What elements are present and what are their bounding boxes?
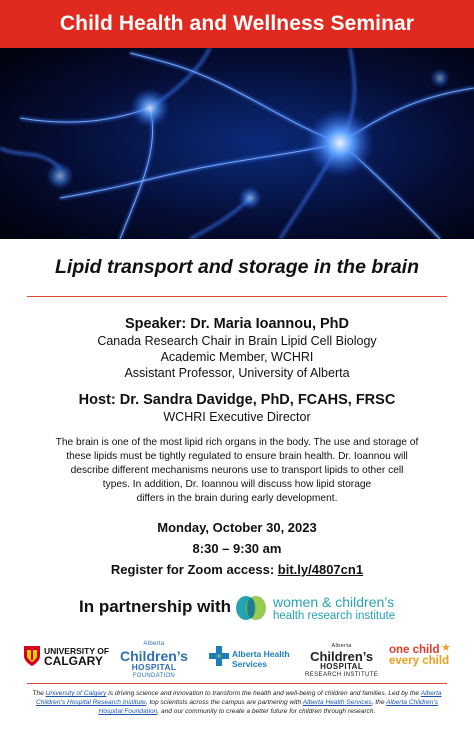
abstract-line: these lipids must be tightly regulated to ensure brain health. Dr. Ioannou will (66, 451, 408, 462)
neuron-hero-image (0, 48, 474, 239)
title-divider (27, 296, 447, 297)
onechild-line1: one child (389, 644, 440, 656)
abstract-line: differs in the brain during early development. (136, 493, 338, 504)
ucalgary-line2: CALGARY (44, 654, 103, 668)
host-name: Host: Dr. Sandra Davidge, PhD, FCAHS, FRSC (78, 392, 396, 408)
achf-hospital: HOSPITAL (131, 662, 177, 672)
speaker-name: Speaker: Dr. Maria Ioannou, PhD (125, 316, 349, 332)
achri-name: Children’s (310, 649, 374, 664)
ucalgary-line1: UNIVERSITY OF (44, 646, 110, 656)
host-role: WCHRI Executive Director (163, 410, 311, 424)
achf-small: Alberta (143, 641, 165, 647)
partnership-label: In partnership with (79, 597, 232, 616)
speaker-role: Assistant Professor, University of Alberta (124, 366, 350, 380)
abstract-line: types. In addition, Dr. Ioannou will discuss how lipid storage (102, 479, 372, 490)
wchri-wordmark[interactable] (273, 595, 395, 623)
ucalgary-link[interactable]: University of Calgary (45, 690, 107, 697)
achf-sub: FOUNDATION (132, 673, 176, 679)
footer-text: , top scientists across the campus are partnering with (145, 699, 303, 706)
wchri-logo-icon (234, 594, 268, 622)
achf-logo[interactable] (120, 640, 188, 681)
event-time: 8:30 – 9:30 am (192, 541, 282, 556)
ahs-cross-icon (208, 645, 230, 667)
event-date: Monday, October 30, 2023 (157, 520, 317, 535)
footer-text: , the (371, 699, 387, 706)
star-icon: ★ (441, 642, 451, 654)
registration-link[interactable]: bit.ly/4807cn1 (277, 562, 364, 577)
footer-divider (27, 683, 447, 684)
ahs-link[interactable]: Alberta Health Services (302, 699, 372, 706)
talk-title: Lipid transport and storage in the brain (54, 256, 420, 278)
achf-link[interactable]: Alberta Children’s Hospital Foundation (98, 699, 439, 715)
footer-text: , and our community to create a better future for children through research. (157, 708, 376, 715)
ahs-wordmark[interactable] (232, 649, 290, 669)
speaker-role: Canada Research Chair in Brain Lipid Cell Biology (97, 334, 377, 348)
abstract-line: The brain is one of the most lipid rich organs in the body. The use and storage of (55, 437, 419, 448)
registration-line (0, 562, 474, 577)
achri-sub: RESEARCH INSTITUTE (305, 672, 379, 678)
registration-label: Register for Zoom access: (110, 562, 278, 577)
achri-link[interactable]: Alberta Children’s Hospital Research Institute (35, 690, 442, 706)
footer-text: is driving science and innovation to transform the health and well-being of children and families. Led by the (106, 690, 421, 697)
ahs-line2: Services (232, 659, 267, 669)
footer-text: The (32, 690, 46, 697)
wchri-name-line1: women & children’s (273, 594, 395, 610)
seminar-series-title: Child Health and Wellness Seminar (59, 12, 415, 35)
abstract-line: describe different mechanisms neurons use to transport lipids to other cell (70, 465, 404, 476)
achri-hospital: HOSPITAL (320, 662, 364, 671)
wchri-name-line2: health research institute (273, 610, 396, 622)
ucalgary-wordmark[interactable] (44, 646, 109, 666)
onechild-line2: every child (389, 655, 450, 667)
ucalgary-crest-icon (22, 644, 42, 668)
title-banner (0, 0, 474, 48)
footer-statement (27, 689, 447, 716)
achf-name: Children’s (120, 648, 188, 664)
ahs-line1: Alberta Health (232, 649, 290, 659)
speaker-role: Academic Member, WCHRI (160, 350, 314, 364)
achri-small: Alberta (331, 643, 352, 649)
achri-logo[interactable] (305, 642, 378, 679)
